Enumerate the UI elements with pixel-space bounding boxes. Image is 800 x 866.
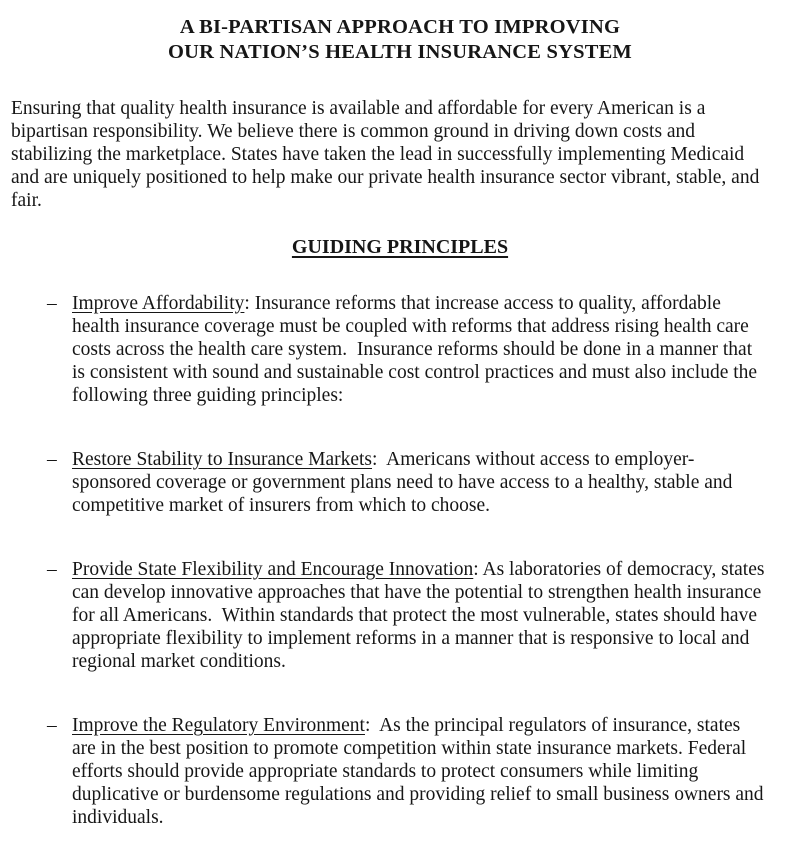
bullet-dash: – — [47, 293, 57, 314]
document-title-line-1: A BI-PARTISAN APPROACH TO IMPROVING — [179, 16, 621, 38]
guiding-principles-heading: GUIDING PRINCIPLES — [291, 236, 509, 258]
principle-lead: Provide State Flexibility and Encourage Innovation — [72, 559, 474, 580]
intro-paragraph: Ensuring that quality health insurance is available and affordable for every American is a bipartisan responsibility. We believe there is common ground in driving down costs and stabilizing the marketplace. States have taken the lead in successfully implementing Medicaid and are uniquely positioned to help make our private health insurance sector vibrant, stable, and fair. — [11, 98, 760, 211]
principle-separator: : — [372, 449, 387, 470]
bullet-dash: – — [47, 559, 57, 580]
principle-item-affordability — [0, 292, 800, 407]
principle-text — [72, 448, 768, 517]
principle-body: Americans without access to employer-sponsored coverage or government plans need to have access to a healthy, stable and competitive market of insurers from which to choose. — [72, 449, 733, 516]
principle-body: As the principal regulators of insurance, states are in the best position to promote competition within state insurance markets. Federal efforts should provide appropriate standards to protect consumers while limiting duplicative or burdensome regulations and providing relief to small business owners and individuals. — [72, 715, 764, 828]
principle-text — [72, 292, 768, 407]
principle-item-regulatory — [0, 714, 800, 829]
principle-body: Insurance reforms that increase access to quality, affordable health insurance coverage must be coupled with reforms that address rising health care costs across the health care system. Insurance reforms should be done in a manner that is consistent with sound and sustainable cost control practices and must also include the following three guiding principles: — [72, 293, 758, 406]
principle-separator: : — [364, 715, 380, 736]
principles-list — [0, 292, 800, 829]
principle-lead: Improve Affordability — [72, 293, 245, 314]
principle-body: As laboratories of democracy, states can develop innovative approaches that have the potential to strengthen health insurance for all Americans. Within standards that protect the most vulnerable, states should have appropriate flexibility to implement reforms in a manner that is responsive to local and regional market conditions. — [72, 559, 765, 672]
principle-lead: Improve the Regulatory Environment — [72, 715, 365, 736]
principle-text — [72, 558, 768, 673]
document-title-line-2: OUR NATION’S HEALTH INSURANCE SYSTEM — [168, 41, 632, 63]
principle-separator: : — [244, 293, 255, 314]
principle-text — [72, 714, 768, 829]
principle-item-stability — [0, 448, 800, 517]
principle-lead: Restore Stability to Insurance Markets — [72, 449, 373, 470]
principle-separator: : — [473, 559, 483, 580]
document-title — [0, 0, 800, 65]
principle-item-flexibility — [0, 558, 800, 673]
bullet-dash: – — [47, 449, 57, 470]
bullet-dash: – — [47, 715, 57, 736]
